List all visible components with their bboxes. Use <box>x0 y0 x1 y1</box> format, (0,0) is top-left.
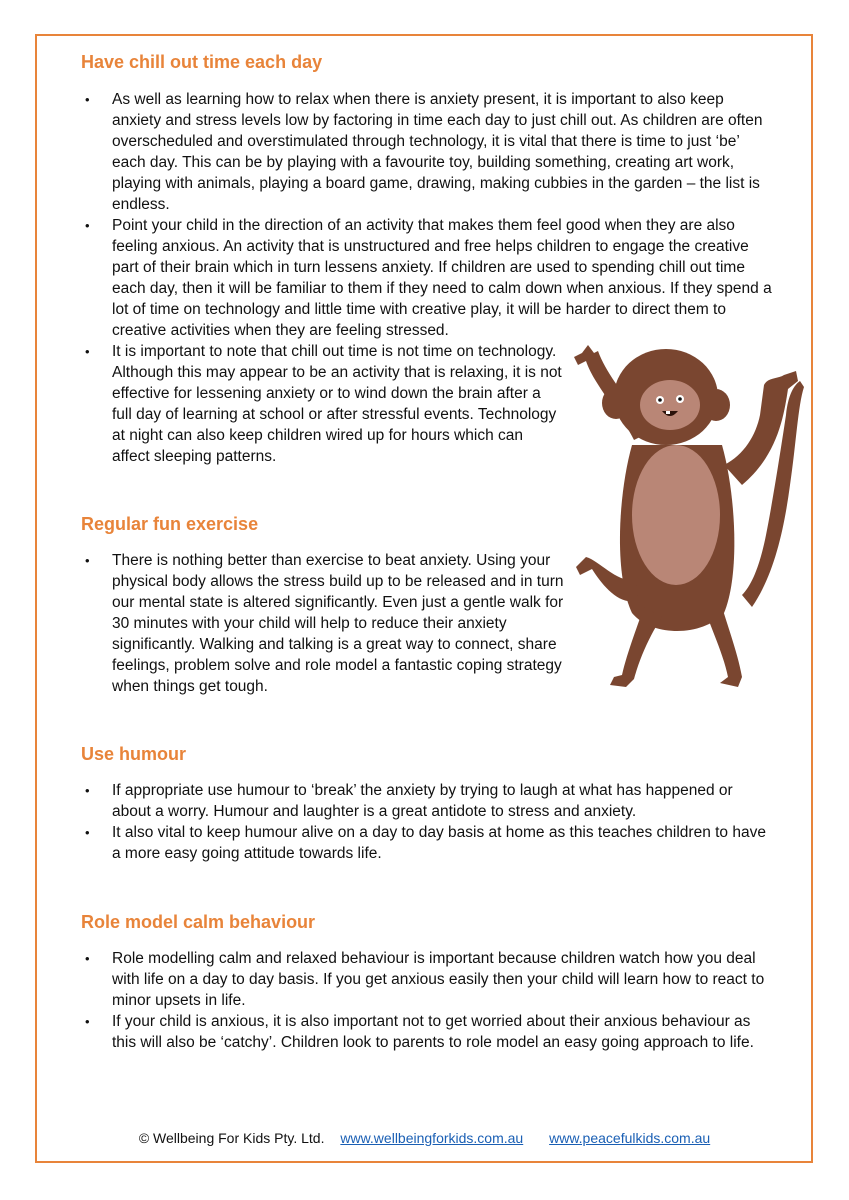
monkey-illustration <box>574 345 804 690</box>
bullet-icon: • <box>85 1014 90 1029</box>
heading-use-humour: Use humour <box>81 744 187 764</box>
heading-regular-exercise: Regular fun exercise <box>81 514 259 534</box>
list-item-text: Role modelling calm and relaxed behaviour is important because children watch how you deal with life on a day to day basis. If you get anxious easily then your child will learn how to react to minor upsets in life. <box>112 950 765 1009</box>
bullet-list-role-model <box>82 948 772 1053</box>
footer-link-peacefulkids[interactable]: www.peacefulkids.com.au <box>549 1130 711 1146</box>
list-item <box>82 341 564 467</box>
list-item-text: As well as learning how to relax when there is anxiety present, it is important to also keep anxiety and stress levels low by factoring in time each day to just chill out. As children are often overscheduled and overstimulated through technology, it is vital that there is time to just ‘be’ each day. This can be by playing with a favourite toy, building something, creating art work, playing with animals, playing a board game, drawing, making cubbies in the garden – the list is endless. <box>112 91 763 213</box>
bullet-icon: • <box>85 951 90 966</box>
heading-role-model-calm: Role model calm behaviour <box>81 912 316 932</box>
list-item-text: There is nothing better than exercise to beat anxiety. Using your physical body allows the stress build up to be released and in turn our mental state is altered significantly. Even just a gentle walk for 30 minutes with your child will help to reduce their anxiety significantly. Walking and talking is a great way to connect, share feelings, problem solve and role model a fantastic coping strategy when things get tough. <box>112 552 564 695</box>
list-item <box>82 550 582 697</box>
list-item <box>82 215 772 341</box>
list-item-text: If your child is anxious, it is also important not to get worried about their anxious behaviour as this will also be ‘catchy’. Children look to parents to role model an easy going approach to life. <box>112 1013 754 1051</box>
list-item-text: If appropriate use humour to ‘break’ the anxiety by trying to laugh at what has happened or about a worry. Humour and laughter is a great antidote to stress and anxiety. <box>112 782 733 820</box>
bullet-list-chill-out <box>82 89 772 341</box>
heading-chill-out-time: Have chill out time each day <box>81 52 323 72</box>
bullet-icon: • <box>85 344 90 359</box>
bullet-icon: • <box>85 825 90 840</box>
bullet-icon: • <box>85 553 90 568</box>
list-item <box>82 948 772 1011</box>
footer-copyright: © Wellbeing For Kids Pty. Ltd. <box>138 1130 325 1146</box>
list-item-text: Point your child in the direction of an activity that makes them feel good when they are also feeling anxious. An activity that is unstructured and free helps children to engage the creative part of their brain which in turn lessens anxiety. If children are used to spending chill out time each day, then it will be familiar to them if they need to calm down when anxious. If they spend a lot of time on technology and little time with creative play, it will be harder to direct them to creative activities when they are feeling stressed. <box>112 217 772 339</box>
list-item-text: It also vital to keep humour alive on a day to day basis at home as this teaches children to have a more easy going attitude towards life. <box>112 824 766 862</box>
list-item <box>82 89 772 215</box>
list-item-text: It is important to note that chill out time is not time on technology. Although this may appear to be an activity that is relaxing, it is not effective for lessening anxiety or to wind down the brain after a full day of learning at school or after stressful events. Technology at night can also keep children wired up for hours which can affect sleeping patterns. <box>112 343 562 465</box>
bullet-icon: • <box>85 783 90 798</box>
bullet-list-chill-out-tech <box>82 341 564 467</box>
footer <box>0 1130 849 1146</box>
list-item <box>82 780 772 822</box>
list-item <box>82 1011 772 1053</box>
bullet-icon: • <box>85 92 90 107</box>
bullet-list-humour <box>82 780 772 864</box>
bullet-icon: • <box>85 218 90 233</box>
bullet-list-exercise <box>82 550 582 697</box>
footer-link-wellbeingforkids[interactable]: www.wellbeingforkids.com.au <box>340 1130 524 1146</box>
list-item <box>82 822 772 864</box>
